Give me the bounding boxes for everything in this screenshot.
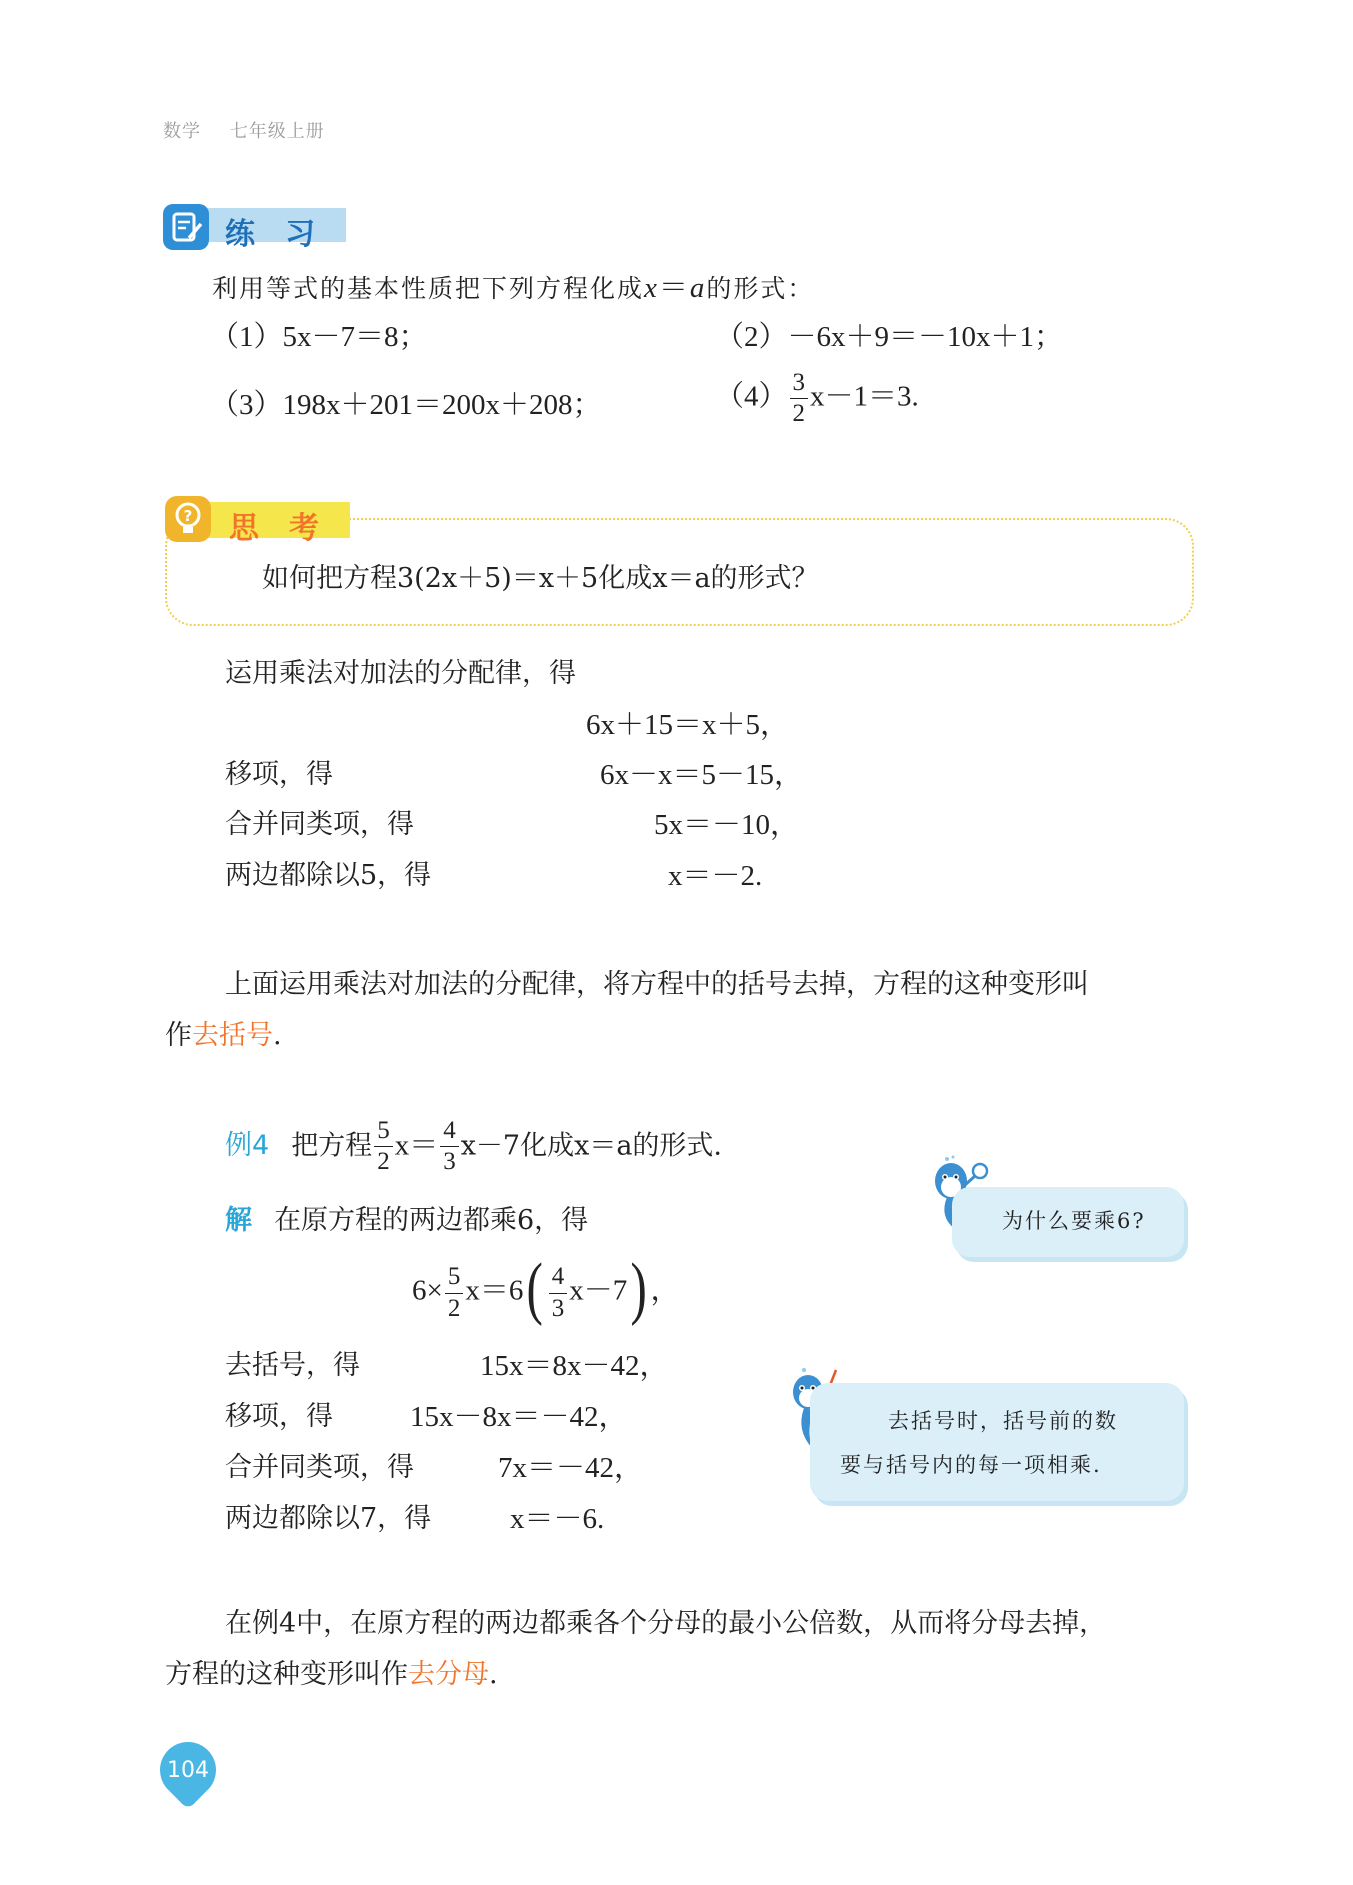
example4-step3: 合并同类项，得 <box>225 1452 414 1483</box>
hint-bubble-1 <box>952 1187 1184 1257</box>
running-header <box>163 117 347 143</box>
hint-bubble-1-text: 为什么要乘6? <box>1002 1209 1146 1233</box>
solution1-eq3: 5x＝－10， <box>654 809 800 841</box>
practice-title: 练 习 <box>225 217 315 252</box>
fraction: $\frac{3}{2}$ <box>790 370 809 428</box>
practice-prompt: 利用等式的基本性质把下列方程化成x＝a的形式： <box>212 272 815 304</box>
example4-step4: 两边都除以7，得 <box>225 1503 432 1534</box>
lightbulb-icon <box>165 496 211 542</box>
solution1-eq1: 6x＋15＝x＋5， <box>586 709 790 741</box>
practice-heading <box>163 204 346 252</box>
solution1-step4: 两边都除以5，得 <box>225 860 432 891</box>
think-heading <box>165 496 350 546</box>
example4-statement: 例4 把方程 $\frac{5}{2}$ x＝ $\frac{4}{3}$ x－7化成x＝a的形式. <box>225 1117 723 1176</box>
problem-4: （4） $\frac{3}{2}$ x－1＝3. <box>715 369 919 428</box>
think-title: 思 考 <box>229 511 319 546</box>
para1-line1: 上面运用乘法对加法的分配律，将方程中的括号去掉，方程的这种变形叫 <box>225 969 1089 1000</box>
pencil-notebook-icon <box>163 204 209 250</box>
para2-line2: 方程的这种变形叫作去分母. <box>165 1659 498 1690</box>
term-remove-parentheses: 去括号 <box>192 1020 273 1051</box>
think-question: 如何把方程3(2x＋5)＝x＋5化成x＝a的形式？ <box>262 563 819 594</box>
fraction: $\frac{5}{2}$ <box>374 1118 393 1176</box>
example4-step2: 移项，得 <box>225 1401 333 1432</box>
solution1-step2: 移项，得 <box>225 759 333 790</box>
term-clear-denominators: 去分母 <box>408 1659 489 1690</box>
para1-line2: 作去括号. <box>165 1020 282 1051</box>
header-subject: 数学 <box>163 121 201 142</box>
fraction: $\frac{4}{3}$ <box>440 1118 459 1176</box>
svg-text:?: ? <box>183 507 193 525</box>
solution1-step3: 合并同类项，得 <box>225 809 414 840</box>
problem-1: （1）5x－7＝8； <box>210 321 428 353</box>
example4-step1: 去括号，得 <box>225 1350 360 1381</box>
example4-label: 例4 <box>225 1130 270 1162</box>
problem-2: （2）－6x＋9＝－10x＋1； <box>715 321 1064 353</box>
header-grade: 七年级上册 <box>229 121 325 142</box>
solution1-eq2: 6x－x＝5－15， <box>600 759 804 791</box>
hint-bubble-2 <box>810 1383 1184 1501</box>
example4-eq1: 15x＝8x－42， <box>480 1350 669 1382</box>
example4-eq0: 6× $\frac{5}{2}$ x＝6( $\frac{4}{3}$ x－7) ， <box>412 1250 680 1327</box>
solution1-intro: 运用乘法对加法的分配律，得 <box>225 658 576 689</box>
problem-3: （3）198x＋201＝200x＋208； <box>210 389 602 421</box>
fraction: $\frac{4}{3}$ <box>549 1264 568 1322</box>
example4-eq2: 15x－8x＝－42， <box>410 1401 628 1433</box>
fraction: $\frac{5}{2}$ <box>445 1264 464 1322</box>
para2-line1: 在例4中，在原方程的两边都乘各个分母的最小公倍数，从而将分母去掉， <box>225 1608 1107 1639</box>
solution-label: 解 <box>225 1205 252 1236</box>
hint-bubble-2-line2: 要与括号内的每一项相乘. <box>840 1453 1102 1477</box>
example4-eq3: 7x＝－42， <box>498 1452 644 1484</box>
hint-bubble-2-line1: 去括号时，括号前的数 <box>888 1409 1118 1433</box>
solution1-eq4: x＝－2. <box>668 860 763 892</box>
example4-eq4: x＝－6. <box>510 1503 605 1535</box>
page-number: 104 <box>167 1757 209 1783</box>
example4-solution-line: 解 在原方程的两边都乘6，得 <box>225 1205 589 1236</box>
